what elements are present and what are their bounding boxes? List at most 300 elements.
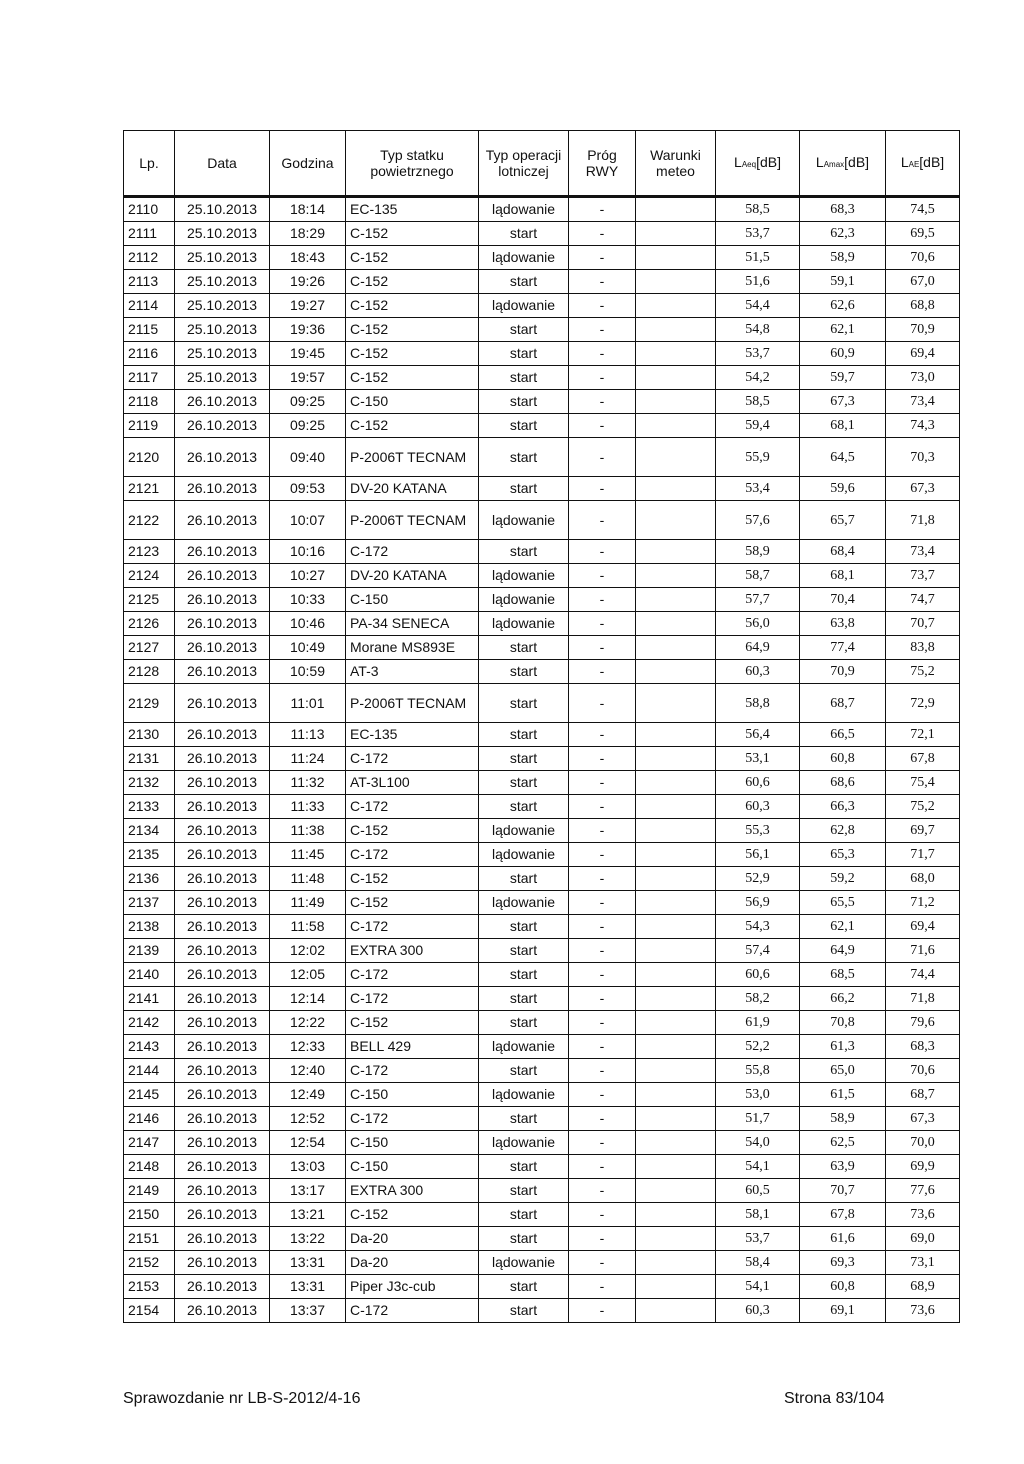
cell-data: 26.10.2013 [175, 1227, 270, 1251]
cell-typ-operacji: start [479, 747, 569, 771]
table-row [124, 1059, 960, 1083]
cell-godzina: 13:21 [270, 1203, 346, 1227]
cell-lamax: 66,2 [800, 987, 886, 1011]
footer-report-number: Sprawozdanie nr LB-S-2012/4-16 [123, 1390, 361, 1407]
cell-lp: 2136 [124, 867, 175, 891]
header-lamax [800, 131, 886, 197]
cell-typ-statku: AT-3L100 [346, 771, 479, 795]
cell-data: 26.10.2013 [175, 477, 270, 501]
cell-typ-statku: C-152 [346, 1203, 479, 1227]
cell-data: 25.10.2013 [175, 270, 270, 294]
cell-laeq: 56,4 [716, 723, 800, 747]
cell-godzina: 19:27 [270, 294, 346, 318]
cell-typ-operacji: start [479, 723, 569, 747]
cell-typ-statku: C-152 [346, 891, 479, 915]
cell-lamax: 62,8 [800, 819, 886, 843]
cell-laeq: 56,9 [716, 891, 800, 915]
cell-godzina: 10:33 [270, 588, 346, 612]
cell-typ-statku: C-172 [346, 1107, 479, 1131]
cell-godzina: 19:36 [270, 318, 346, 342]
cell-typ-statku: C-150 [346, 588, 479, 612]
cell-typ-operacji: start [479, 1299, 569, 1323]
cell-lp: 2145 [124, 1083, 175, 1107]
cell-typ-operacji: lądowanie [479, 1083, 569, 1107]
cell-data: 25.10.2013 [175, 318, 270, 342]
cell-laeq: 58,4 [716, 1251, 800, 1275]
cell-typ-operacji: start [479, 963, 569, 987]
cell-prog: - [569, 366, 636, 390]
cell-lae: 72,9 [886, 684, 960, 723]
cell-lae: 71,7 [886, 843, 960, 867]
cell-typ-operacji: lądowanie [479, 1251, 569, 1275]
cell-lamax: 68,7 [800, 684, 886, 723]
cell-lae: 74,5 [886, 197, 960, 222]
cell-godzina: 10:27 [270, 564, 346, 588]
cell-laeq: 54,2 [716, 366, 800, 390]
cell-typ-statku: P-2006T TECNAM [346, 501, 479, 540]
cell-lae: 74,7 [886, 588, 960, 612]
cell-lp: 2114 [124, 294, 175, 318]
cell-warunki [636, 1227, 716, 1251]
cell-prog: - [569, 795, 636, 819]
cell-data: 26.10.2013 [175, 684, 270, 723]
cell-typ-operacji: lądowanie [479, 197, 569, 222]
cell-godzina: 11:01 [270, 684, 346, 723]
cell-typ-operacji: lądowanie [479, 891, 569, 915]
cell-godzina: 13:37 [270, 1299, 346, 1323]
cell-prog: - [569, 1107, 636, 1131]
cell-laeq: 58,9 [716, 540, 800, 564]
cell-typ-operacji: start [479, 939, 569, 963]
cell-warunki [636, 540, 716, 564]
cell-warunki [636, 438, 716, 477]
cell-warunki [636, 1011, 716, 1035]
cell-typ-operacji: start [479, 987, 569, 1011]
table-row [124, 501, 960, 540]
cell-lamax: 70,8 [800, 1011, 886, 1035]
cell-data: 25.10.2013 [175, 197, 270, 222]
cell-lamax: 69,1 [800, 1299, 886, 1323]
cell-laeq: 58,5 [716, 390, 800, 414]
cell-prog: - [569, 294, 636, 318]
table-row [124, 1179, 960, 1203]
cell-typ-operacji: lądowanie [479, 246, 569, 270]
cell-typ-statku: C-172 [346, 963, 479, 987]
cell-godzina: 09:25 [270, 390, 346, 414]
table-row [124, 270, 960, 294]
cell-typ-statku: C-152 [346, 414, 479, 438]
cell-prog: - [569, 564, 636, 588]
cell-data: 25.10.2013 [175, 294, 270, 318]
table-row [124, 747, 960, 771]
header-laeq-main: L [734, 153, 742, 170]
cell-prog: - [569, 843, 636, 867]
cell-typ-statku: C-152 [346, 318, 479, 342]
cell-typ-statku: Da-20 [346, 1251, 479, 1275]
cell-warunki [636, 564, 716, 588]
cell-lamax: 62,5 [800, 1131, 886, 1155]
cell-godzina: 18:29 [270, 222, 346, 246]
cell-typ-statku: C-152 [346, 819, 479, 843]
cell-data: 26.10.2013 [175, 843, 270, 867]
cell-lp: 2115 [124, 318, 175, 342]
cell-prog: - [569, 963, 636, 987]
cell-prog: - [569, 1275, 636, 1299]
cell-warunki [636, 246, 716, 270]
cell-prog: - [569, 1131, 636, 1155]
cell-typ-operacji: start [479, 1107, 569, 1131]
cell-lae: 70,6 [886, 246, 960, 270]
cell-godzina: 10:16 [270, 540, 346, 564]
cell-lp: 2113 [124, 270, 175, 294]
cell-warunki [636, 915, 716, 939]
cell-typ-statku: C-150 [346, 1083, 479, 1107]
cell-laeq: 57,7 [716, 588, 800, 612]
cell-typ-operacji: start [479, 1011, 569, 1035]
cell-typ-operacji: start [479, 438, 569, 477]
cell-godzina: 09:40 [270, 438, 346, 477]
cell-warunki [636, 294, 716, 318]
cell-typ-operacji: start [479, 867, 569, 891]
cell-godzina: 09:25 [270, 414, 346, 438]
table-row [124, 1107, 960, 1131]
cell-lae: 70,9 [886, 318, 960, 342]
cell-lp: 2139 [124, 939, 175, 963]
cell-lae: 74,4 [886, 963, 960, 987]
cell-laeq: 64,9 [716, 636, 800, 660]
cell-typ-operacji: start [479, 795, 569, 819]
cell-laeq: 53,1 [716, 747, 800, 771]
cell-warunki [636, 612, 716, 636]
cell-lae: 68,9 [886, 1275, 960, 1299]
cell-godzina: 10:49 [270, 636, 346, 660]
cell-typ-statku: EXTRA 300 [346, 1179, 479, 1203]
cell-laeq: 51,5 [716, 246, 800, 270]
cell-prog: - [569, 501, 636, 540]
cell-prog: - [569, 540, 636, 564]
cell-data: 26.10.2013 [175, 1299, 270, 1323]
cell-warunki [636, 891, 716, 915]
cell-laeq: 53,4 [716, 477, 800, 501]
cell-lamax: 66,3 [800, 795, 886, 819]
cell-laeq: 60,3 [716, 1299, 800, 1323]
cell-warunki [636, 1203, 716, 1227]
cell-typ-statku: C-152 [346, 270, 479, 294]
cell-typ-operacji: start [479, 771, 569, 795]
cell-data: 26.10.2013 [175, 1251, 270, 1275]
cell-lp: 2138 [124, 915, 175, 939]
table-row [124, 222, 960, 246]
cell-typ-operacji: lądowanie [479, 612, 569, 636]
table-row [124, 723, 960, 747]
header-lamax-sub: Amax [823, 159, 845, 169]
cell-typ-statku: C-172 [346, 1059, 479, 1083]
cell-typ-statku: Piper J3c-cub [346, 1275, 479, 1299]
cell-godzina: 12:40 [270, 1059, 346, 1083]
cell-godzina: 10:59 [270, 660, 346, 684]
cell-laeq: 60,3 [716, 660, 800, 684]
table-row [124, 1011, 960, 1035]
cell-lamax: 70,4 [800, 588, 886, 612]
cell-warunki [636, 1059, 716, 1083]
cell-laeq: 59,4 [716, 414, 800, 438]
cell-typ-statku: C-152 [346, 342, 479, 366]
cell-godzina: 13:31 [270, 1251, 346, 1275]
cell-typ-operacji: start [479, 318, 569, 342]
cell-data: 26.10.2013 [175, 564, 270, 588]
cell-lae: 73,7 [886, 564, 960, 588]
table-row [124, 819, 960, 843]
cell-warunki [636, 1275, 716, 1299]
cell-typ-statku: C-152 [346, 867, 479, 891]
cell-lamax: 65,0 [800, 1059, 886, 1083]
cell-typ-operacji: lądowanie [479, 819, 569, 843]
cell-lae: 68,0 [886, 867, 960, 891]
cell-data: 26.10.2013 [175, 771, 270, 795]
cell-typ-statku: EC-135 [346, 197, 479, 222]
table-row [124, 414, 960, 438]
cell-lae: 69,5 [886, 222, 960, 246]
cell-prog: - [569, 342, 636, 366]
table-row [124, 564, 960, 588]
cell-laeq: 58,2 [716, 987, 800, 1011]
cell-godzina: 19:26 [270, 270, 346, 294]
table-row [124, 540, 960, 564]
cell-typ-operacji: start [479, 414, 569, 438]
cell-prog: - [569, 1059, 636, 1083]
cell-lp: 2134 [124, 819, 175, 843]
cell-godzina: 13:03 [270, 1155, 346, 1179]
cell-lae: 73,4 [886, 540, 960, 564]
cell-lamax: 59,6 [800, 477, 886, 501]
cell-lp: 2120 [124, 438, 175, 477]
cell-laeq: 52,9 [716, 867, 800, 891]
cell-data: 26.10.2013 [175, 501, 270, 540]
cell-typ-statku: DV-20 KATANA [346, 564, 479, 588]
cell-laeq: 55,8 [716, 1059, 800, 1083]
cell-data: 26.10.2013 [175, 540, 270, 564]
cell-laeq: 53,7 [716, 1227, 800, 1251]
table-row [124, 660, 960, 684]
cell-prog: - [569, 438, 636, 477]
cell-prog: - [569, 197, 636, 222]
cell-lp: 2146 [124, 1107, 175, 1131]
cell-lae: 69,4 [886, 915, 960, 939]
cell-typ-operacji: start [479, 342, 569, 366]
cell-data: 26.10.2013 [175, 1083, 270, 1107]
cell-typ-operacji: start [479, 540, 569, 564]
cell-lae: 69,4 [886, 342, 960, 366]
cell-godzina: 12:54 [270, 1131, 346, 1155]
cell-lamax: 70,7 [800, 1179, 886, 1203]
cell-lp: 2116 [124, 342, 175, 366]
cell-lp: 2148 [124, 1155, 175, 1179]
table-row [124, 1083, 960, 1107]
cell-lamax: 66,5 [800, 723, 886, 747]
cell-prog: - [569, 318, 636, 342]
cell-data: 26.10.2013 [175, 1035, 270, 1059]
header-lp: Lp. [124, 131, 175, 197]
cell-lp: 2141 [124, 987, 175, 1011]
header-typ-operacji: Typ operacji lotniczej [479, 131, 569, 197]
cell-godzina: 10:46 [270, 612, 346, 636]
cell-lp: 2126 [124, 612, 175, 636]
table-row [124, 1203, 960, 1227]
cell-warunki [636, 270, 716, 294]
cell-lamax: 58,9 [800, 246, 886, 270]
cell-lp: 2135 [124, 843, 175, 867]
cell-warunki [636, 1083, 716, 1107]
cell-data: 26.10.2013 [175, 1011, 270, 1035]
cell-lamax: 61,6 [800, 1227, 886, 1251]
cell-lae: 74,3 [886, 414, 960, 438]
cell-lamax: 58,9 [800, 1107, 886, 1131]
cell-data: 26.10.2013 [175, 819, 270, 843]
cell-prog: - [569, 987, 636, 1011]
cell-lp: 2130 [124, 723, 175, 747]
cell-laeq: 54,1 [716, 1155, 800, 1179]
cell-prog: - [569, 612, 636, 636]
cell-warunki [636, 342, 716, 366]
footer-page-number: Strona 83/104 [784, 1390, 885, 1407]
cell-lp: 2147 [124, 1131, 175, 1155]
cell-laeq: 54,4 [716, 294, 800, 318]
cell-godzina: 12:05 [270, 963, 346, 987]
cell-typ-operacji: start [479, 1059, 569, 1083]
cell-warunki [636, 501, 716, 540]
cell-lp: 2110 [124, 197, 175, 222]
cell-data: 26.10.2013 [175, 723, 270, 747]
header-lae-unit: [dB] [919, 153, 945, 170]
cell-lae: 69,7 [886, 819, 960, 843]
cell-godzina: 11:24 [270, 747, 346, 771]
cell-lamax: 65,5 [800, 891, 886, 915]
cell-lp: 2137 [124, 891, 175, 915]
cell-typ-statku: P-2006T TECNAM [346, 438, 479, 477]
header-laeq [716, 131, 800, 197]
cell-lae: 68,3 [886, 1035, 960, 1059]
cell-laeq: 53,7 [716, 342, 800, 366]
cell-laeq: 56,0 [716, 612, 800, 636]
cell-data: 26.10.2013 [175, 636, 270, 660]
cell-prog: - [569, 1083, 636, 1107]
cell-data: 26.10.2013 [175, 795, 270, 819]
cell-data: 26.10.2013 [175, 963, 270, 987]
cell-godzina: 11:33 [270, 795, 346, 819]
cell-data: 26.10.2013 [175, 915, 270, 939]
cell-laeq: 58,1 [716, 1203, 800, 1227]
cell-data: 26.10.2013 [175, 1131, 270, 1155]
cell-data: 26.10.2013 [175, 1107, 270, 1131]
table-row [124, 366, 960, 390]
cell-lp: 2127 [124, 636, 175, 660]
cell-warunki [636, 771, 716, 795]
table-row [124, 987, 960, 1011]
cell-lp: 2121 [124, 477, 175, 501]
cell-lp: 2133 [124, 795, 175, 819]
cell-lp: 2149 [124, 1179, 175, 1203]
cell-warunki [636, 987, 716, 1011]
cell-prog: - [569, 939, 636, 963]
cell-typ-operacji: start [479, 1227, 569, 1251]
cell-laeq: 60,6 [716, 771, 800, 795]
cell-lamax: 63,8 [800, 612, 886, 636]
cell-godzina: 13:17 [270, 1179, 346, 1203]
table-row [124, 477, 960, 501]
cell-warunki [636, 1179, 716, 1203]
table-row [124, 1131, 960, 1155]
cell-laeq: 61,9 [716, 1011, 800, 1035]
cell-lamax: 68,5 [800, 963, 886, 987]
cell-data: 26.10.2013 [175, 612, 270, 636]
cell-godzina: 11:48 [270, 867, 346, 891]
cell-lamax: 63,9 [800, 1155, 886, 1179]
cell-lae: 70,7 [886, 612, 960, 636]
cell-prog: - [569, 1035, 636, 1059]
cell-typ-statku: DV-20 KATANA [346, 477, 479, 501]
cell-warunki [636, 867, 716, 891]
cell-godzina: 12:22 [270, 1011, 346, 1035]
cell-lae: 83,8 [886, 636, 960, 660]
cell-warunki [636, 795, 716, 819]
cell-typ-operacji: start [479, 366, 569, 390]
cell-typ-operacji: start [479, 1155, 569, 1179]
cell-lae: 73,4 [886, 390, 960, 414]
table-row [124, 1155, 960, 1179]
cell-typ-statku: Morane MS893E [346, 636, 479, 660]
table-row [124, 843, 960, 867]
cell-laeq: 52,2 [716, 1035, 800, 1059]
cell-typ-operacji: start [479, 222, 569, 246]
cell-data: 26.10.2013 [175, 1179, 270, 1203]
cell-laeq: 54,3 [716, 915, 800, 939]
cell-lamax: 60,8 [800, 747, 886, 771]
cell-lamax: 59,2 [800, 867, 886, 891]
cell-typ-statku: C-152 [346, 294, 479, 318]
cell-laeq: 58,5 [716, 197, 800, 222]
cell-lamax: 59,1 [800, 270, 886, 294]
cell-lamax: 68,6 [800, 771, 886, 795]
cell-lamax: 64,9 [800, 939, 886, 963]
table-row [124, 390, 960, 414]
header-warunki: Warunki meteo [636, 131, 716, 197]
cell-lamax: 62,1 [800, 318, 886, 342]
header-lae [886, 131, 960, 197]
cell-godzina: 11:32 [270, 771, 346, 795]
cell-data: 25.10.2013 [175, 342, 270, 366]
cell-lae: 69,0 [886, 1227, 960, 1251]
cell-godzina: 19:57 [270, 366, 346, 390]
cell-laeq: 53,0 [716, 1083, 800, 1107]
cell-godzina: 18:14 [270, 197, 346, 222]
cell-warunki [636, 723, 716, 747]
cell-lamax: 65,7 [800, 501, 886, 540]
cell-warunki [636, 366, 716, 390]
cell-prog: - [569, 1179, 636, 1203]
cell-typ-statku: C-172 [346, 987, 479, 1011]
cell-typ-operacji: lądowanie [479, 1131, 569, 1155]
cell-lamax: 61,5 [800, 1083, 886, 1107]
table-row [124, 939, 960, 963]
cell-typ-operacji: start [479, 660, 569, 684]
cell-lp: 2129 [124, 684, 175, 723]
cell-lae: 71,8 [886, 987, 960, 1011]
cell-lae: 73,6 [886, 1203, 960, 1227]
cell-typ-operacji: lądowanie [479, 1035, 569, 1059]
table-row [124, 1275, 960, 1299]
cell-lp: 2111 [124, 222, 175, 246]
table-row [124, 246, 960, 270]
